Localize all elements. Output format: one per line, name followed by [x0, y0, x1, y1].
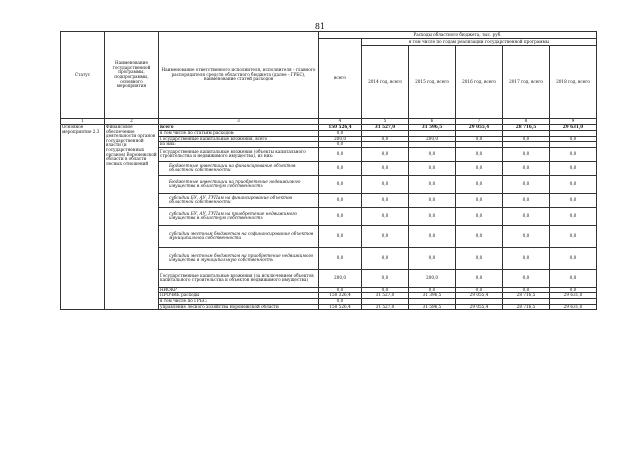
row-year-value: 0,0 [362, 147, 409, 161]
row-year-value: 29 055,4 [456, 293, 503, 299]
row-year-value: 0,0 [362, 175, 409, 193]
row-label: в том числе по ГРБС: [159, 298, 319, 304]
row-year-value: 0,0 [550, 175, 597, 193]
row-year-value: 0,0 [409, 175, 456, 193]
row-year-value: 0,0 [550, 207, 597, 225]
row-year-value: 0,0 [409, 247, 456, 269]
row-year-value: 0,0 [456, 193, 503, 207]
row-year-value: 0,0 [362, 161, 409, 175]
row-label: управление лесного хозяйства Воронежской области [159, 304, 319, 310]
row-label: Государственные капитальные вложения, всего [159, 136, 319, 142]
row-year-value: 0,0 [550, 287, 597, 293]
row-year-value: 0,0 [409, 225, 456, 247]
row-year-value: 0,0 [503, 136, 550, 142]
row-total-value: 150 526,4 [319, 304, 362, 310]
row-label: Бюджетные инвестиции на финансирование объектов областной собственности [159, 161, 319, 175]
row-year-value: 0,0 [503, 147, 550, 161]
row-label: субсидии БУ, АУ, ГУПам на приобретение недвижимого имущества в областную собственность [159, 207, 319, 225]
row-total-value: 0,0 [319, 225, 362, 247]
row-year-value: 0,0 [456, 207, 503, 225]
row-year-value: 200,0 [409, 136, 456, 142]
row-total-value: 0,0 [319, 142, 362, 148]
row-year-value: 28 716,5 [503, 293, 550, 299]
header-total: всего [319, 39, 362, 119]
row-total-value: 0,0 [319, 207, 362, 225]
row-year-value: 0,0 [456, 136, 503, 142]
row-year-value: 31 396,5 [409, 293, 456, 299]
header-year-2018: 2018 год, всего [550, 46, 597, 119]
row-label: Бюджетные инвестиции на приобретение недвижимого имущества в областную собственность [159, 175, 319, 193]
row-year-value: 0,0 [456, 225, 503, 247]
row-total-value: 150 526,4 [319, 125, 362, 131]
row-label: из них: [159, 142, 319, 148]
row-total-value: 0,0 [319, 131, 362, 137]
row-year-value: 0,0 [362, 287, 409, 293]
row-year-value: 0,0 [503, 225, 550, 247]
header-status: Статус [61, 32, 105, 119]
header-year-2017: 2017 год, всего [503, 46, 550, 119]
row-total-value: 0,0 [319, 287, 362, 293]
row-year-value: 0,0 [409, 193, 456, 207]
row-year-value: 0,0 [409, 287, 456, 293]
row-year-value: 31 596,5 [409, 304, 456, 310]
row-year-value: 0,0 [550, 136, 597, 142]
row-label: субсидии местным бюджетам на приобретение недвижимого имущества в муниципальную собственность [159, 247, 319, 269]
row-year-value: 29 631,0 [550, 293, 597, 299]
row-total-value: 0,0 [319, 147, 362, 161]
row-year-value: 0,0 [503, 193, 550, 207]
status-cell: Основное мероприятие 2.3 [61, 125, 105, 310]
row-year-value: 200,0 [409, 269, 456, 287]
row-total-value: 150 326,4 [319, 293, 362, 299]
row-total-value: 0,0 [319, 193, 362, 207]
row-year-value: 0,0 [362, 136, 409, 142]
header-year-2016: 2016 год, всего [456, 46, 503, 119]
row-year-value: 31 527,0 [362, 125, 409, 131]
row-year-value: 28 716,5 [503, 304, 550, 310]
column-number: 5 [362, 119, 409, 125]
row-label: в том числе по статьям расходов: [159, 131, 319, 137]
row-label: субсидии БУ, АУ, ГУПам на финансирование объектов областной собственности [159, 193, 319, 207]
row-year-value: 0,0 [409, 207, 456, 225]
row-year-value: 0,0 [503, 175, 550, 193]
row-year-value: 0,0 [503, 269, 550, 287]
row-year-value: 28 716,5 [503, 125, 550, 131]
column-number: 4 [319, 119, 362, 125]
row-total-value: 0,0 [319, 161, 362, 175]
header-by-years: в том числе по годам реализации государственной программы [362, 39, 597, 46]
row-label: ПРОЧИЕ расходы [159, 293, 319, 299]
row-year-value: 0,0 [362, 193, 409, 207]
row-year-value: 0,0 [550, 225, 597, 247]
row-year-value: 29 631,0 [550, 125, 597, 131]
row-year-value: 31 596,5 [409, 125, 456, 131]
row-year-value: 0,0 [409, 147, 456, 161]
row-year-value: 0,0 [456, 247, 503, 269]
column-number: 8 [503, 119, 550, 125]
row-year-value: 0,0 [409, 161, 456, 175]
row-year-value: 31 527,0 [362, 293, 409, 299]
program-cell: Финансовое обеспечение деятельности органов государственной власти (и государственных органов) Воронежской области в области лесных отношений [105, 125, 159, 310]
row-label: Государственные капитальные вложения (за исключением объектов капитального строительства и объектов недвижимого имущества) [159, 269, 319, 287]
row-year-value: 31 527,0 [362, 304, 409, 310]
header-year-2014: 2014 год, всего [362, 46, 409, 119]
column-number: 1 [61, 119, 105, 125]
row-year-value: 0,0 [550, 247, 597, 269]
row-label: субсидии местным бюджетам на софинансирование объектов муниципальной собственности [159, 225, 319, 247]
column-number: 9 [550, 119, 597, 125]
row-year-value: 0,0 [503, 287, 550, 293]
row-label: НИОКР [159, 287, 319, 293]
row-total-value: 0,0 [319, 298, 362, 304]
row-label: всего [159, 125, 319, 131]
header-expenses-title: Расходы областного бюджета, тыс. руб. [319, 32, 597, 39]
row-label: Государственные капитальные вложения (объекты капитального строительства и недвижимого имущества), из них: [159, 147, 319, 161]
row-year-value: 29 055,4 [456, 304, 503, 310]
row-year-value: 0,0 [456, 269, 503, 287]
row-year-value: 0,0 [550, 147, 597, 161]
row-total-value: 200,0 [319, 269, 362, 287]
column-number: 3 [159, 119, 319, 125]
row-year-value: 29 631,0 [550, 304, 597, 310]
row-year-value: 0,0 [456, 161, 503, 175]
header-executor: Наименование ответственного исполнителя, исполнителя - главного распорядителя средств областного бюджета (далее - ГРБС), наименование статей расходов [159, 32, 319, 119]
row-year-value: 0,0 [503, 247, 550, 269]
row-year-value: 29 055,4 [456, 125, 503, 131]
row-year-value: 0,0 [550, 269, 597, 287]
row-year-value: 0,0 [550, 193, 597, 207]
row-year-value: 0,0 [456, 287, 503, 293]
row-year-value: 0,0 [362, 225, 409, 247]
table-row [61, 125, 597, 131]
column-number: 6 [409, 119, 456, 125]
row-total-value: 200,0 [319, 136, 362, 142]
row-year-value: 0,0 [456, 147, 503, 161]
row-total-value: 0,0 [319, 175, 362, 193]
row-year-value: 0,0 [503, 207, 550, 225]
budget-table [60, 31, 597, 310]
page-number: 81 [314, 22, 326, 31]
row-total-value: 0,0 [319, 247, 362, 269]
row-year-value: 0,0 [456, 175, 503, 193]
row-year-value: 0,0 [362, 247, 409, 269]
row-year-value: 0,0 [362, 269, 409, 287]
header-program-name: Наименование государственной программы, подпрограммы, основного мероприятия [105, 32, 159, 119]
row-year-value: 0,0 [550, 161, 597, 175]
row-year-value: 0,0 [362, 207, 409, 225]
row-year-value: 0,0 [503, 161, 550, 175]
header-year-2015: 2015 год, всего [409, 46, 456, 119]
column-number: 2 [105, 119, 159, 125]
column-number: 7 [456, 119, 503, 125]
